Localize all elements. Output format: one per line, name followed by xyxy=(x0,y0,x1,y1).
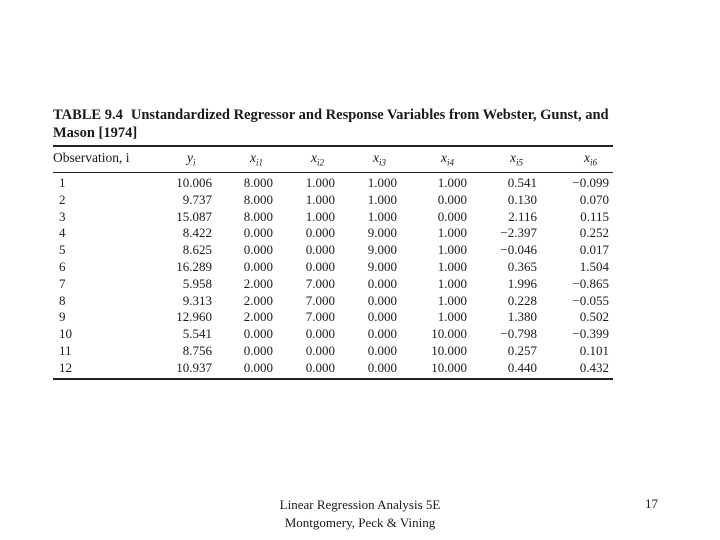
cell-x1: 0.000 xyxy=(243,326,273,342)
cell-x5: 0.365 xyxy=(507,258,537,274)
footer-book-title: Linear Regression Analysis 5E xyxy=(279,497,441,512)
cell-x1: 2.000 xyxy=(243,292,273,308)
cell-x4: 10.000 xyxy=(431,326,467,342)
header-x2-symbol: x xyxy=(311,150,317,165)
cell-x3: 0.000 xyxy=(367,326,397,342)
cell-x4: 1.000 xyxy=(437,242,467,258)
header-x5 xyxy=(510,150,523,168)
cell-y: 16.289 xyxy=(176,258,212,274)
header-x1-symbol: x xyxy=(250,150,256,165)
table-row xyxy=(53,259,613,276)
cell-x4: 10.000 xyxy=(431,359,467,375)
cell-x1: 8.000 xyxy=(243,208,273,224)
footer-citation xyxy=(260,496,460,532)
cell-x1: 0.000 xyxy=(243,359,273,375)
table-row xyxy=(53,309,613,326)
cell-observation: 12 xyxy=(59,359,72,375)
cell-observation: 11 xyxy=(59,342,72,358)
cell-x5: 0.257 xyxy=(507,342,537,358)
cell-x2: 0.000 xyxy=(305,342,335,358)
cell-x4: 1.000 xyxy=(437,275,467,291)
table-row xyxy=(53,225,613,242)
header-x3-subscript: i3 xyxy=(379,157,387,168)
cell-x4: 1.000 xyxy=(437,258,467,274)
table-title xyxy=(53,106,613,142)
cell-x5: 1.380 xyxy=(507,309,537,325)
cell-x4: 1.000 xyxy=(437,309,467,325)
table-number: TABLE 9.4 xyxy=(53,107,123,123)
cell-y: 9.313 xyxy=(182,292,212,308)
cell-observation: 7 xyxy=(59,275,66,291)
cell-x3: 1.000 xyxy=(367,191,397,207)
cell-x2: 0.000 xyxy=(305,225,335,241)
header-x3 xyxy=(373,150,386,168)
cell-x3: 0.000 xyxy=(367,342,397,358)
cell-x2: 1.000 xyxy=(305,175,335,190)
header-x6-subscript: i6 xyxy=(590,157,598,168)
cell-x1: 8.000 xyxy=(243,175,273,190)
cell-x6: 0.115 xyxy=(580,208,609,224)
cell-y: 5.958 xyxy=(182,275,212,291)
cell-x6: −0.865 xyxy=(572,275,609,291)
cell-y: 9.737 xyxy=(182,191,212,207)
table-row xyxy=(53,343,613,360)
header-y-subscript: i xyxy=(193,157,196,168)
header-x1 xyxy=(250,150,263,168)
header-x5-subscript: i5 xyxy=(516,157,524,168)
header-x5-symbol: x xyxy=(510,150,516,165)
cell-y: 8.625 xyxy=(182,242,212,258)
cell-x3: 9.000 xyxy=(367,242,397,258)
cell-x2: 1.000 xyxy=(305,208,335,224)
header-x4 xyxy=(441,150,454,168)
cell-x5: 2.116 xyxy=(508,208,537,224)
cell-y: 12.960 xyxy=(176,309,212,325)
cell-x6: −0.055 xyxy=(572,292,609,308)
cell-observation: 4 xyxy=(59,225,66,241)
cell-x3: 0.000 xyxy=(367,292,397,308)
header-x4-symbol: x xyxy=(441,150,447,165)
cell-x2: 1.000 xyxy=(305,191,335,207)
cell-x2: 0.000 xyxy=(305,258,335,274)
table-row xyxy=(53,209,613,226)
header-y-symbol: y xyxy=(187,150,193,165)
cell-x6: 0.502 xyxy=(579,309,609,325)
header-x6 xyxy=(584,150,597,168)
cell-x3: 0.000 xyxy=(367,309,397,325)
cell-x1: 2.000 xyxy=(243,309,273,325)
cell-y: 8.422 xyxy=(182,225,212,241)
header-x2 xyxy=(311,150,324,168)
cell-y: 10.006 xyxy=(176,175,212,190)
cell-x5: 0.541 xyxy=(507,175,537,190)
cell-observation: 1 xyxy=(59,175,66,190)
cell-x2: 0.000 xyxy=(305,242,335,258)
header-x6-symbol: x xyxy=(584,150,590,165)
table-row xyxy=(53,326,613,343)
header-y xyxy=(187,150,196,168)
cell-x3: 0.000 xyxy=(367,359,397,375)
table-row xyxy=(53,360,613,377)
cell-x4: 0.000 xyxy=(437,191,467,207)
cell-x4: 1.000 xyxy=(437,292,467,308)
cell-x6: 0.101 xyxy=(579,342,609,358)
cell-x2: 0.000 xyxy=(305,359,335,375)
cell-x2: 7.000 xyxy=(305,292,335,308)
cell-x6: −0.399 xyxy=(572,326,609,342)
footer-authors: Montgomery, Peck & Vining xyxy=(284,515,436,530)
cell-x5: 0.440 xyxy=(507,359,537,375)
cell-x3: 1.000 xyxy=(367,208,397,224)
table-row xyxy=(53,276,613,293)
cell-y: 15.087 xyxy=(176,208,212,224)
table-caption: Unstandardized Regressor and Response Variables from Webster, Gunst, and Mason [1974] xyxy=(53,107,609,141)
table-top-rule xyxy=(53,145,613,147)
cell-x3: 9.000 xyxy=(367,225,397,241)
cell-observation: 5 xyxy=(59,242,66,258)
cell-x6: 0.017 xyxy=(579,242,609,258)
cell-x1: 0.000 xyxy=(243,342,273,358)
cell-x1: 8.000 xyxy=(243,191,273,207)
page-number: 17 xyxy=(645,496,658,511)
cell-x5: −0.798 xyxy=(500,326,537,342)
header-x1-subscript: i1 xyxy=(256,157,264,168)
header-observation: Observation, i xyxy=(53,150,130,165)
cell-observation: 10 xyxy=(59,326,72,342)
cell-x5: 0.130 xyxy=(507,191,537,207)
cell-y: 5.541 xyxy=(182,326,212,342)
cell-x5: −2.397 xyxy=(500,225,537,241)
table-bottom-rule xyxy=(53,378,613,380)
header-x2-subscript: i2 xyxy=(317,157,325,168)
cell-x2: 7.000 xyxy=(305,309,335,325)
table-row xyxy=(53,175,613,192)
cell-x6: 0.432 xyxy=(579,359,609,375)
cell-x3: 0.000 xyxy=(367,275,397,291)
cell-x2: 7.000 xyxy=(305,275,335,291)
table-header-rule xyxy=(53,172,613,173)
cell-x6: 0.070 xyxy=(579,191,609,207)
cell-observation: 8 xyxy=(59,292,66,308)
cell-x4: 10.000 xyxy=(431,342,467,358)
cell-y: 10.937 xyxy=(176,359,212,375)
table-row xyxy=(53,242,613,259)
cell-x6: 0.252 xyxy=(579,225,609,241)
cell-x3: 9.000 xyxy=(367,258,397,274)
table-body xyxy=(53,175,613,377)
cell-x5: −0.046 xyxy=(500,242,537,258)
cell-observation: 2 xyxy=(59,191,66,207)
cell-x5: 0.228 xyxy=(507,292,537,308)
header-x3-symbol: x xyxy=(373,150,379,165)
cell-x6: −0.099 xyxy=(572,175,609,190)
cell-observation: 6 xyxy=(59,258,66,274)
cell-x4: 1.000 xyxy=(437,175,467,190)
cell-x5: 1.996 xyxy=(507,275,537,291)
cell-x4: 0.000 xyxy=(437,208,467,224)
cell-y: 8.756 xyxy=(182,342,212,358)
cell-observation: 9 xyxy=(59,309,66,325)
table-row xyxy=(53,192,613,209)
cell-x4: 1.000 xyxy=(437,225,467,241)
header-x4-subscript: i4 xyxy=(447,157,455,168)
cell-x3: 1.000 xyxy=(367,175,397,190)
cell-observation: 3 xyxy=(59,208,66,224)
table-row xyxy=(53,293,613,310)
cell-x1: 0.000 xyxy=(243,225,273,241)
cell-x2: 0.000 xyxy=(305,326,335,342)
cell-x1: 0.000 xyxy=(243,258,273,274)
cell-x1: 0.000 xyxy=(243,242,273,258)
cell-x1: 2.000 xyxy=(243,275,273,291)
cell-x6: 1.504 xyxy=(579,258,609,274)
